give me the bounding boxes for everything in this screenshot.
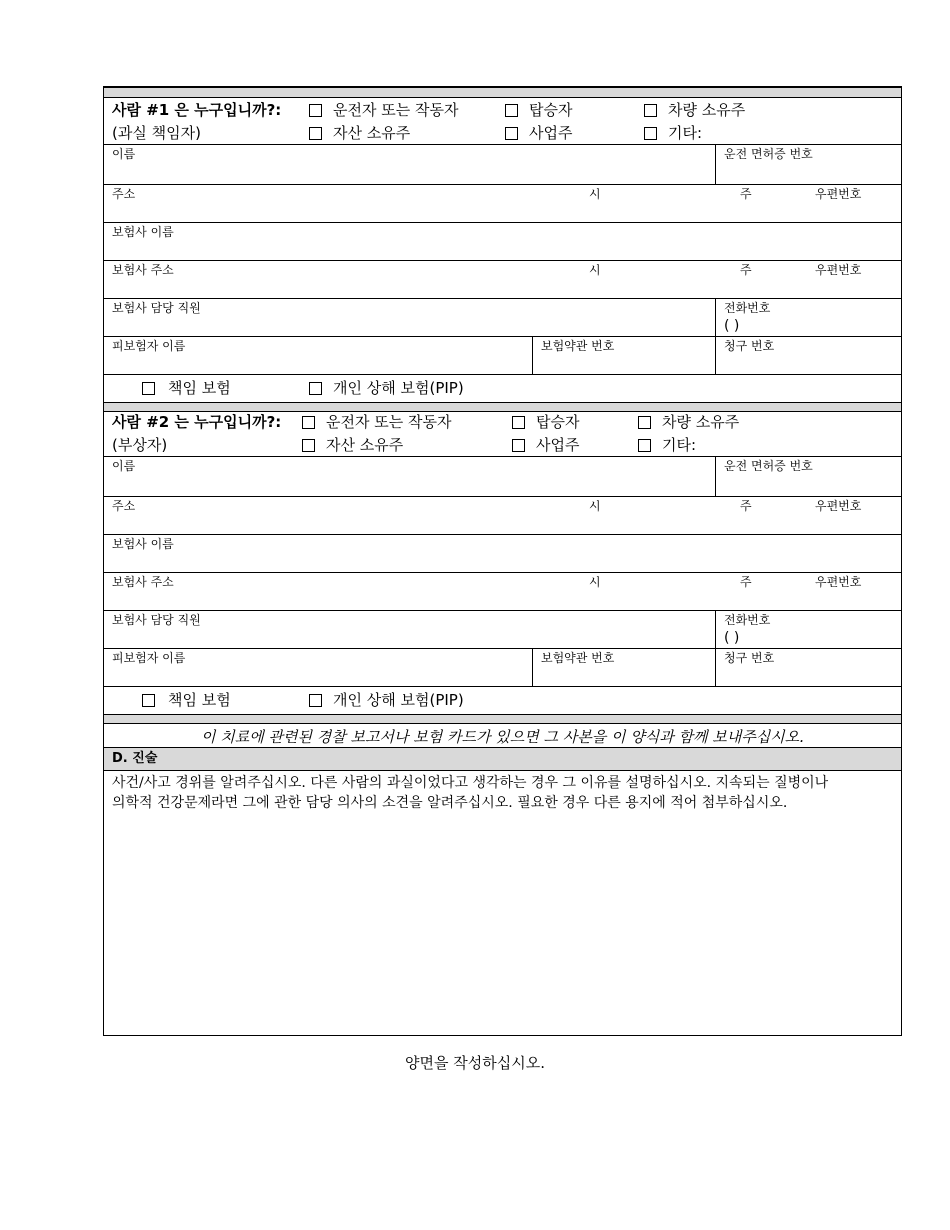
person1-liability-insurance[interactable]: 책임 보험	[142, 379, 231, 397]
person1-role: (과실 책임자)	[112, 124, 201, 142]
person1-phone-label: 전화번호	[724, 301, 771, 315]
person2-insurer-name-label: 보험사 이름	[112, 537, 174, 551]
person1-option-business-owner[interactable]: 사업주	[505, 124, 572, 142]
person1-insured-name-label: 피보험자 이름	[112, 339, 186, 353]
person2-name-label: 이름	[112, 459, 136, 473]
person2-insurer-city-label: 시	[589, 575, 601, 589]
person1-address-label: 주소	[112, 187, 136, 201]
person2-option-driver[interactable]: 운전자 또는 작동자	[302, 413, 451, 431]
checkbox[interactable]	[309, 694, 322, 707]
person1-question: 사람 #1 은 누구입니까?:	[112, 101, 282, 119]
checkbox[interactable]	[302, 439, 315, 452]
person1-license-label: 운전 면허증 번호	[724, 147, 813, 161]
person1-insurer-state-label: 주	[740, 263, 752, 277]
checkbox[interactable]	[512, 439, 525, 452]
footer-note: 양면을 작성하십시오.	[405, 1054, 545, 1072]
person2-policy-label: 보험약관 번호	[541, 651, 615, 665]
section-divider	[104, 714, 901, 724]
checkbox[interactable]	[638, 416, 651, 429]
person1-agent-label: 보험사 담당 직원	[112, 301, 201, 315]
person2-zip-label: 우편번호	[815, 499, 862, 513]
checkbox[interactable]	[309, 104, 322, 117]
section-d-line-2: 의학적 건강문제라면 그에 관한 담당 의사의 소견을 알려주십시오. 필요한 경우 다른 용지에 적어 첨부하십시오.	[112, 795, 788, 811]
person1-insurer-address-label: 보험사 주소	[112, 263, 174, 277]
person1-pip-insurance[interactable]: 개인 상해 보험(PIP)	[309, 379, 464, 397]
accident-form	[103, 86, 902, 1036]
person2-agent-label: 보험사 담당 직원	[112, 613, 201, 627]
person2-pip-insurance[interactable]: 개인 상해 보험(PIP)	[309, 691, 464, 709]
checkbox[interactable]	[309, 382, 322, 395]
person2-insured-name-label: 피보험자 이름	[112, 651, 186, 665]
section-d-instructions[interactable]	[112, 773, 895, 813]
documents-notice: 이 치료에 관련된 경찰 보고서나 보험 카드가 있으면 그 사본을 이 양식과 함께 보내주십시오.	[201, 728, 804, 746]
person2-option-vehicle-owner[interactable]: 차량 소유주	[638, 413, 739, 431]
person2-option-business-owner[interactable]: 사업주	[512, 436, 579, 454]
checkbox[interactable]	[644, 104, 657, 117]
person2-insurer-state-label: 주	[740, 575, 752, 589]
person2-option-passenger[interactable]: 탑승자	[512, 413, 579, 431]
person2-address-label: 주소	[112, 499, 136, 513]
person2-role: (부상자)	[112, 436, 168, 454]
person1-insurer-name-label: 보험사 이름	[112, 225, 174, 239]
person2-state-label: 주	[740, 499, 752, 513]
person2-question: 사람 #2 는 누구입니까?:	[112, 413, 282, 431]
person1-option-passenger[interactable]: 탑승자	[505, 101, 572, 119]
section-d-header	[104, 747, 901, 771]
person2-city-label: 시	[589, 499, 601, 513]
checkbox[interactable]	[505, 104, 518, 117]
checkbox[interactable]	[512, 416, 525, 429]
section-d-line-1: 사건/사고 경위를 알려주십시오. 다른 사람의 과실이었다고 생각하는 경우 그 이유를 설명하십시오. 지속되는 질병이나	[112, 775, 829, 791]
person2-phone-label: 전화번호	[724, 613, 771, 627]
person1-phone-parens: ( )	[724, 318, 740, 334]
person2-option-property-owner[interactable]: 자산 소유주	[302, 436, 403, 454]
section-divider	[104, 402, 901, 412]
person1-policy-label: 보험약관 번호	[541, 339, 615, 353]
person2-liability-insurance[interactable]: 책임 보험	[142, 691, 231, 709]
person1-name-label: 이름	[112, 147, 136, 161]
person1-insurer-zip-label: 우편번호	[815, 263, 862, 277]
checkbox[interactable]	[505, 127, 518, 140]
checkbox[interactable]	[309, 127, 322, 140]
person2-claim-label: 청구 번호	[724, 651, 775, 665]
person1-option-vehicle-owner[interactable]: 차량 소유주	[644, 101, 745, 119]
checkbox[interactable]	[302, 416, 315, 429]
person1-option-driver[interactable]: 운전자 또는 작동자	[309, 101, 458, 119]
person1-claim-label: 청구 번호	[724, 339, 775, 353]
person2-insurer-address-label: 보험사 주소	[112, 575, 174, 589]
person1-option-other[interactable]: 기타:	[644, 124, 702, 142]
person1-state-label: 주	[740, 187, 752, 201]
person1-option-property-owner[interactable]: 자산 소유주	[309, 124, 410, 142]
checkbox[interactable]	[638, 439, 651, 452]
checkbox[interactable]	[142, 694, 155, 707]
checkbox[interactable]	[142, 382, 155, 395]
person2-option-other[interactable]: 기타:	[638, 436, 696, 454]
section-d-title: D. 진술	[112, 751, 158, 766]
person2-insurer-zip-label: 우편번호	[815, 575, 862, 589]
section-divider	[104, 87, 901, 98]
person1-insurer-city-label: 시	[589, 263, 601, 277]
person2-license-label: 운전 면허증 번호	[724, 459, 813, 473]
checkbox[interactable]	[644, 127, 657, 140]
person1-zip-label: 우편번호	[815, 187, 862, 201]
person2-phone-parens: ( )	[724, 630, 740, 646]
person1-city-label: 시	[589, 187, 601, 201]
